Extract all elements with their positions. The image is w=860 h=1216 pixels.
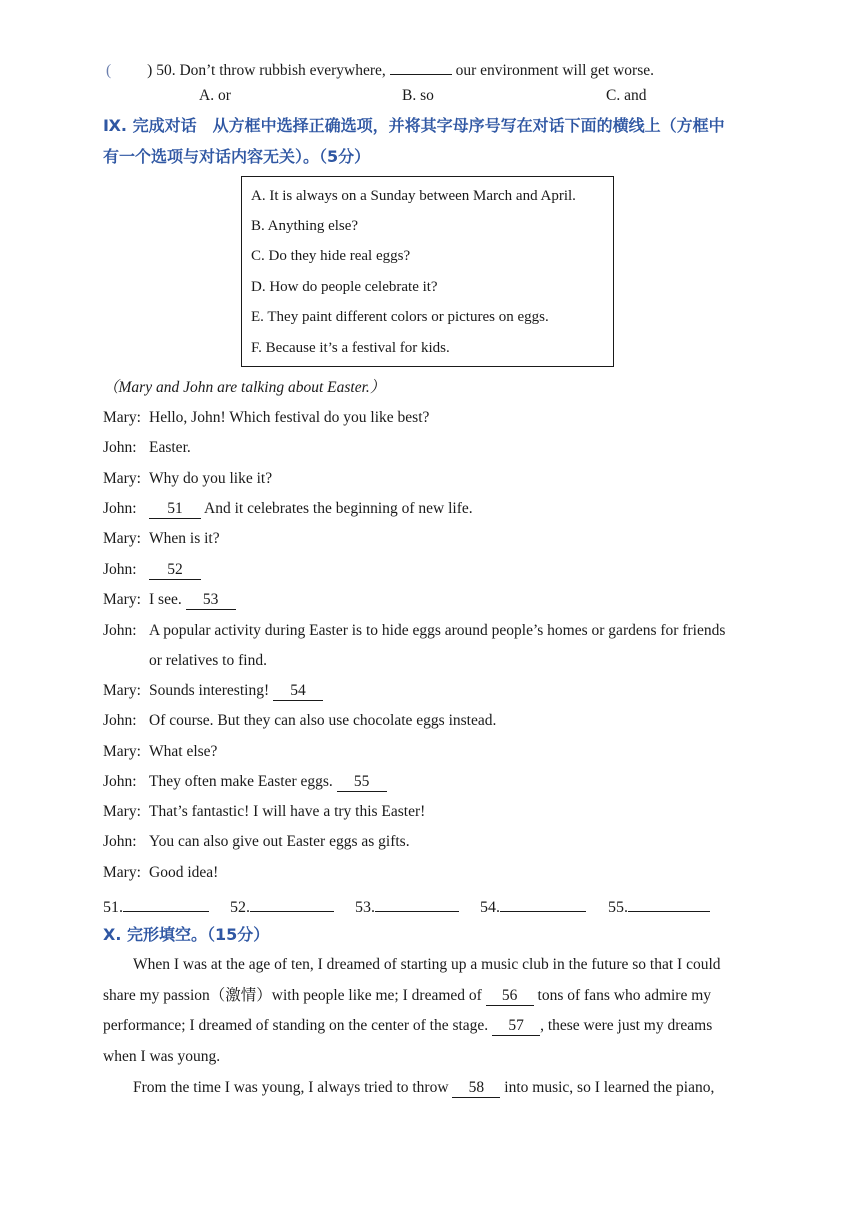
answer-paren-close: ) bbox=[147, 62, 153, 79]
line-text: Easter. bbox=[149, 439, 191, 456]
answer-line-51 bbox=[103, 894, 209, 918]
answer-field-52[interactable] bbox=[250, 894, 334, 912]
passage-text: share my passion（激情）with people like me; I dreamed of bbox=[103, 987, 482, 1004]
section-9-title-line2: 有一个选项与对话内容无关）。（5分） bbox=[103, 147, 371, 166]
blank-58[interactable]: 58 bbox=[452, 1079, 500, 1098]
options-box bbox=[241, 176, 614, 367]
answer-label: 53. bbox=[355, 899, 375, 916]
dialogue-line bbox=[103, 590, 236, 610]
box-option-e: E. They paint different colors or pictures on eggs. bbox=[251, 309, 549, 325]
speaker: Mary: bbox=[103, 743, 141, 760]
answer-line-55 bbox=[608, 894, 710, 918]
answer-line-54 bbox=[480, 894, 586, 918]
speaker: Mary: bbox=[103, 409, 141, 426]
answer-field-54[interactable] bbox=[500, 894, 586, 912]
dialogue-line bbox=[103, 621, 725, 641]
dialogue-line bbox=[103, 438, 191, 458]
speaker: Mary: bbox=[103, 682, 141, 699]
line-text: Sounds interesting! bbox=[149, 682, 270, 699]
answer-field-53[interactable] bbox=[375, 894, 459, 912]
passage-line bbox=[103, 986, 711, 1006]
box-option-c: C. Do they hide real eggs? bbox=[251, 248, 411, 264]
section-9-title-line1: Ⅸ. 完成对话 从方框中选择正确选项，并将其字母序号写在对话下面的横线上（方框中 bbox=[103, 116, 725, 135]
dialogue-line bbox=[103, 529, 220, 549]
dialogue-line bbox=[103, 408, 429, 428]
speaker: John: bbox=[103, 712, 137, 729]
dialogue-line bbox=[103, 499, 473, 519]
line-text: Why do you like it? bbox=[149, 470, 273, 487]
dialogue-line-continuation: or relatives to find. bbox=[149, 652, 267, 669]
dialogue-line bbox=[103, 772, 387, 792]
line-text: What else? bbox=[149, 743, 218, 760]
line-text: Of course. But they can also use chocolate eggs instead. bbox=[149, 712, 497, 729]
passage-line: when I was young. bbox=[103, 1048, 221, 1065]
section-10-title: Ⅹ. 完形填空。（15分） bbox=[103, 925, 270, 944]
line-text: A popular activity during Easter is to hide eggs around people’s homes or gardens for friends bbox=[149, 622, 726, 639]
answer-line-52 bbox=[230, 894, 334, 918]
speaker: John: bbox=[103, 773, 137, 790]
blank-52[interactable]: 52 bbox=[149, 561, 201, 580]
passage-text: performance; I dreamed of standing on the center of the stage. bbox=[103, 1017, 489, 1034]
answer-paren-open: ( bbox=[106, 62, 112, 79]
box-option-a: A. It is always on a Sunday between March and April. bbox=[251, 188, 576, 204]
passage-line: When I was at the age of ten, I dreamed of starting up a music club in the future so that I could bbox=[133, 956, 721, 973]
dialogue-line bbox=[103, 802, 425, 822]
blank-51[interactable]: 51 bbox=[149, 500, 201, 519]
passage-line bbox=[103, 1016, 712, 1036]
line-text: When is it? bbox=[149, 530, 220, 547]
blank-54[interactable]: 54 bbox=[273, 682, 323, 701]
speaker: Mary: bbox=[103, 803, 141, 820]
speaker: John: bbox=[103, 439, 137, 456]
speaker: John: bbox=[103, 561, 137, 578]
dialogue-line bbox=[103, 469, 272, 489]
speaker: John: bbox=[103, 833, 137, 850]
speaker: Mary: bbox=[103, 864, 141, 881]
option-c: C. and bbox=[606, 87, 647, 104]
question-blank[interactable] bbox=[390, 56, 452, 75]
dialogue-line bbox=[103, 863, 218, 883]
question-stem-before: Don’t throw rubbish everywhere, bbox=[179, 62, 386, 79]
speaker: John: bbox=[103, 500, 137, 517]
line-text: Good idea! bbox=[149, 864, 219, 881]
speaker: Mary: bbox=[103, 470, 141, 487]
question-stem-after: our environment will get worse. bbox=[455, 62, 655, 79]
dialogue-line bbox=[103, 711, 496, 731]
line-text: And it celebrates the beginning of new life. bbox=[204, 500, 473, 517]
option-a: A. or bbox=[199, 87, 231, 104]
line-text: Hello, John! Which festival do you like best? bbox=[149, 409, 430, 426]
box-option-d: D. How do people celebrate it? bbox=[251, 279, 438, 295]
dialogue-line bbox=[103, 681, 323, 701]
passage-text: From the time I was young, I always tried to throw bbox=[133, 1079, 449, 1096]
passage-text: , these were just my dreams bbox=[540, 1017, 713, 1034]
answer-line-53 bbox=[355, 894, 459, 918]
dialogue-line bbox=[103, 560, 201, 580]
option-b: B. so bbox=[402, 87, 434, 104]
answer-field-55[interactable] bbox=[628, 894, 710, 912]
blank-53[interactable]: 53 bbox=[186, 591, 236, 610]
answer-label: 55. bbox=[608, 899, 628, 916]
question-50 bbox=[106, 56, 654, 81]
line-text: That’s fantastic! I will have a try this Easter! bbox=[149, 803, 426, 820]
speaker: Mary: bbox=[103, 530, 141, 547]
dialogue-line bbox=[103, 832, 410, 852]
line-text: You can also give out Easter eggs as gifts. bbox=[149, 833, 410, 850]
answer-label: 51. bbox=[103, 899, 123, 916]
passage-text: into music, so I learned the piano, bbox=[504, 1079, 715, 1096]
answer-label: 54. bbox=[480, 899, 500, 916]
blank-57[interactable]: 57 bbox=[492, 1017, 540, 1036]
answer-field-51[interactable] bbox=[123, 894, 209, 912]
passage-line bbox=[133, 1078, 714, 1098]
dialogue-line bbox=[103, 742, 217, 762]
question-number: 50. bbox=[156, 62, 176, 79]
line-text: I see. bbox=[149, 591, 182, 608]
blank-55[interactable]: 55 bbox=[337, 773, 387, 792]
speaker: John: bbox=[103, 622, 137, 639]
box-option-b: B. Anything else? bbox=[251, 218, 359, 234]
speaker: Mary: bbox=[103, 591, 141, 608]
passage-text: tons of fans who admire my bbox=[537, 987, 712, 1004]
dialogue-scene: （Mary and John are talking about Easter.） bbox=[103, 379, 386, 396]
box-option-f: F. Because it’s a festival for kids. bbox=[251, 340, 450, 356]
answer-label: 52. bbox=[230, 899, 250, 916]
line-text: They often make Easter eggs. bbox=[149, 773, 333, 790]
blank-56[interactable]: 56 bbox=[486, 987, 534, 1006]
